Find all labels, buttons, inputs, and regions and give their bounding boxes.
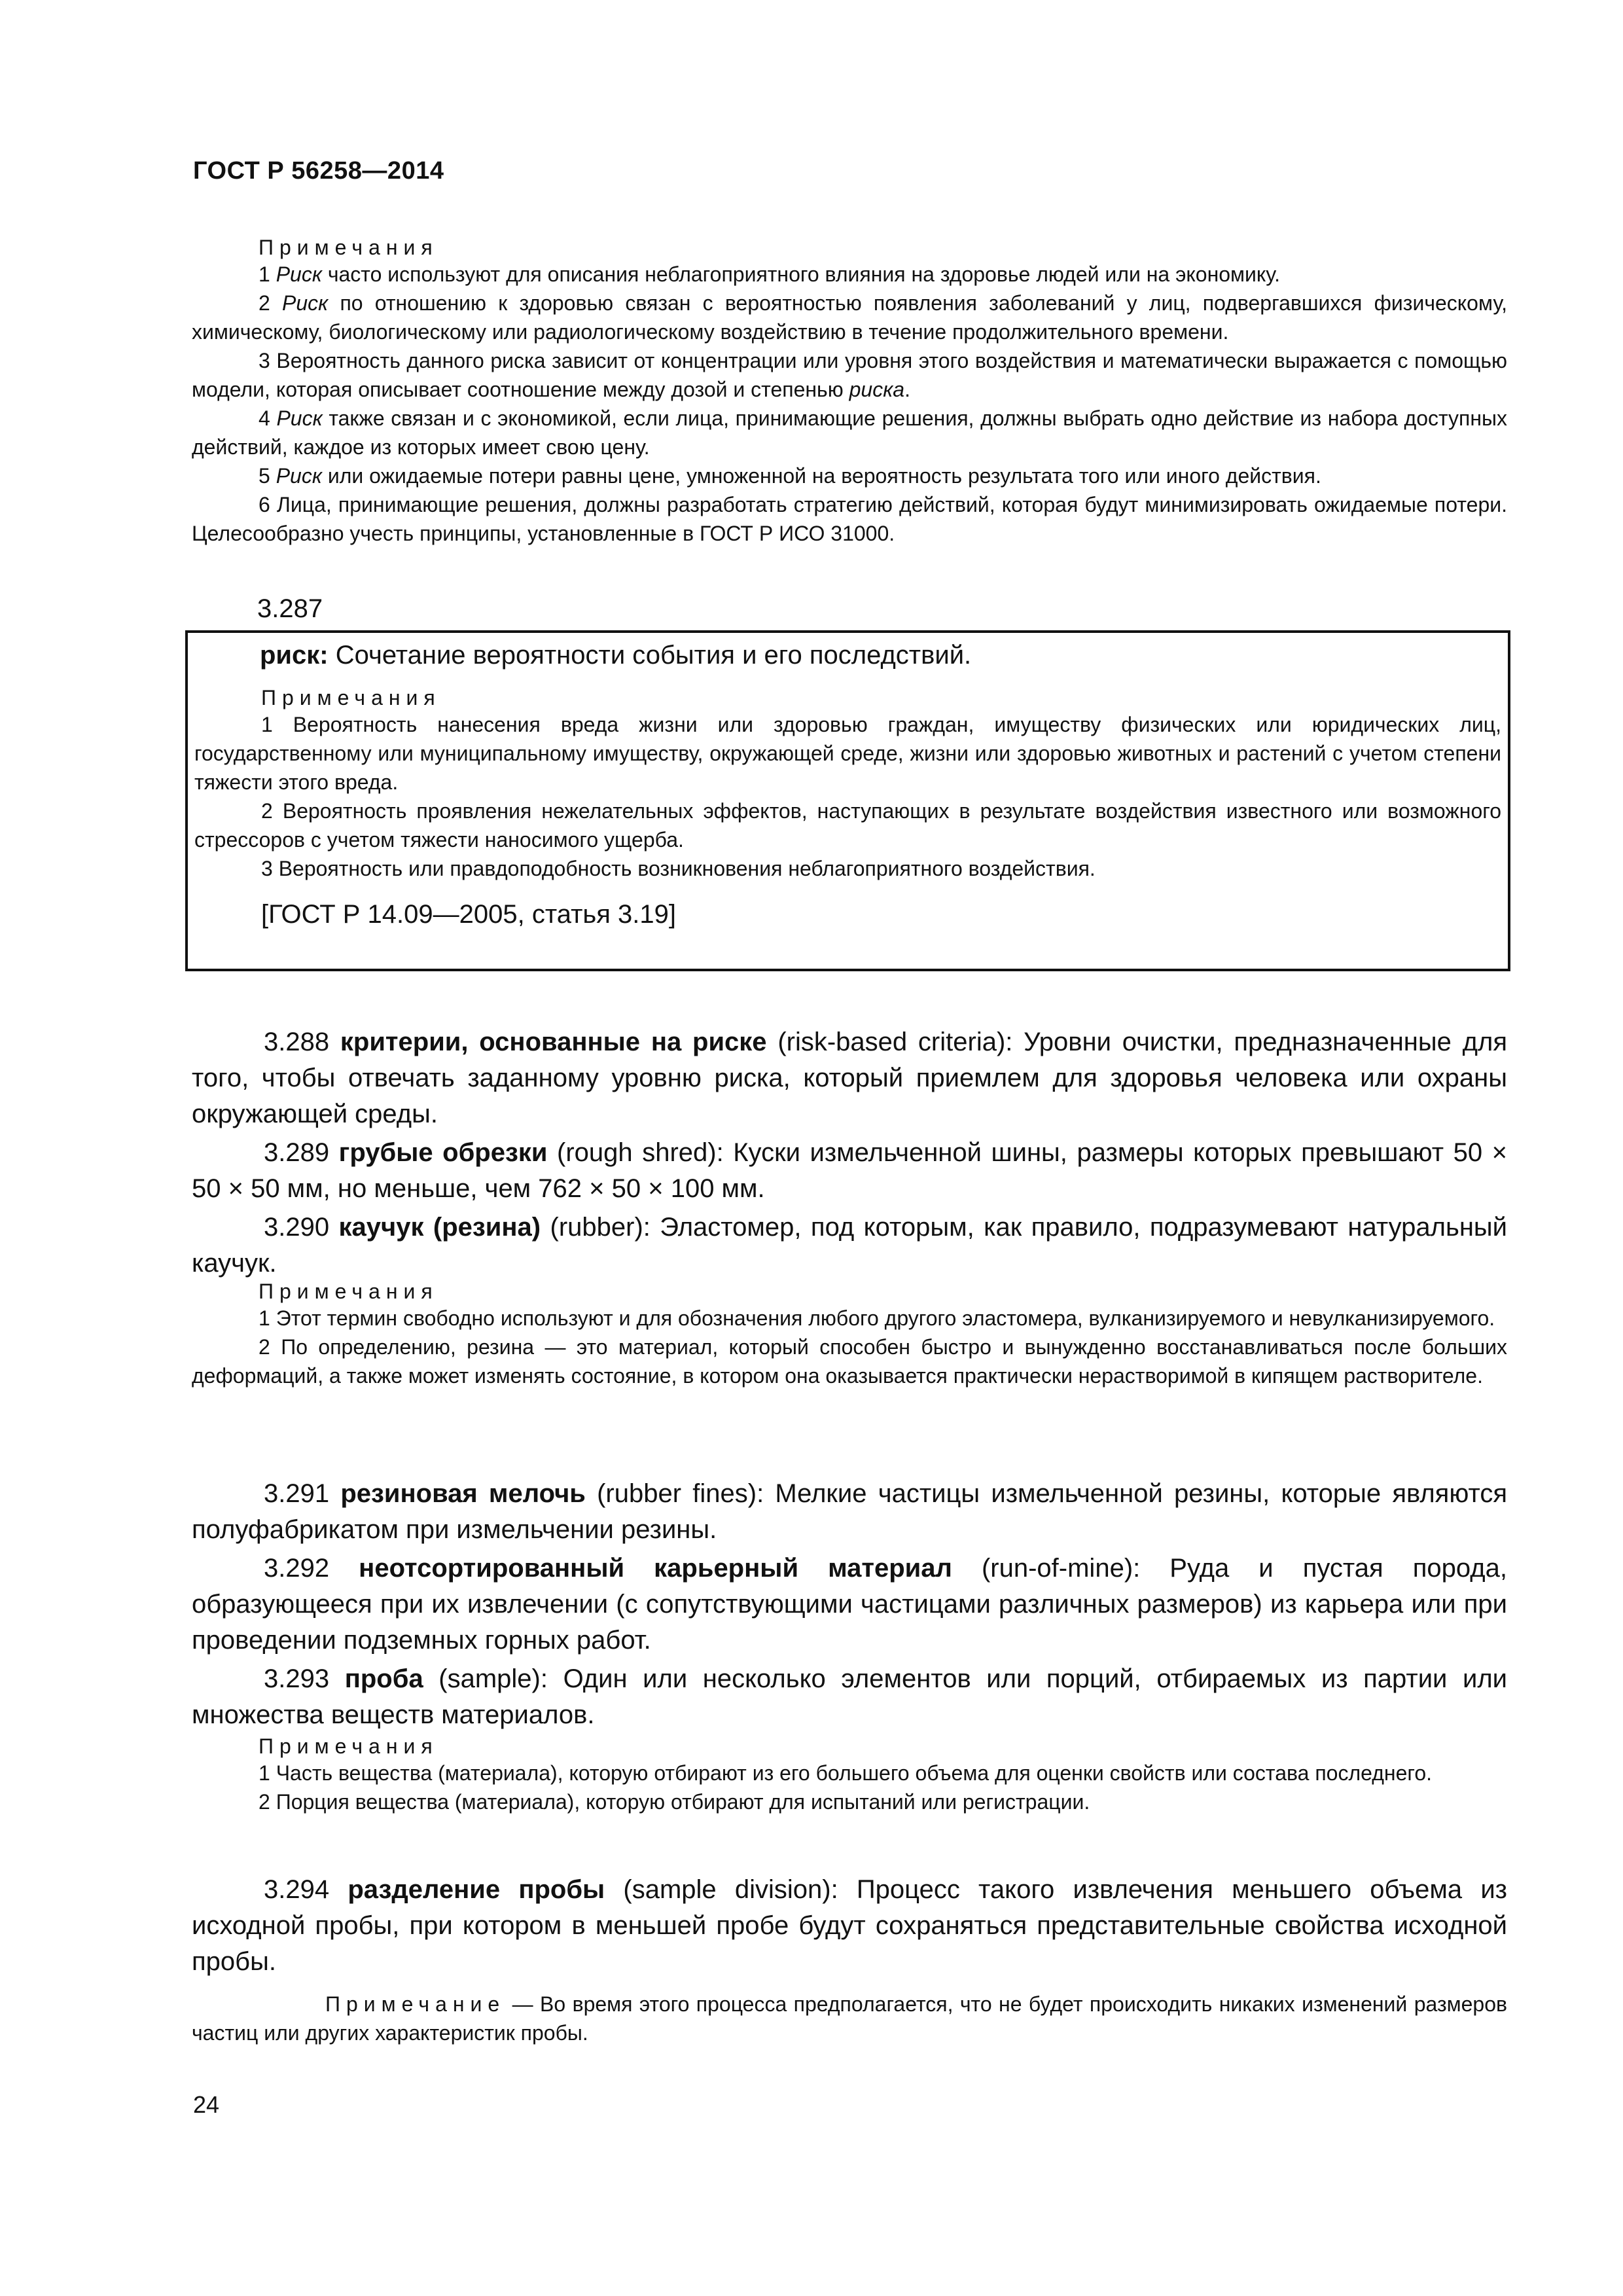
term-entry: 3.293 проба (sample): Один или несколько элементов или порций, отбираемых из партии или множества веществ материалов. <box>192 1664 1508 1729</box>
entries-section-1 <box>192 1024 1507 1282</box>
note-item: 2 Риск по отношению к здоровью связан с вероятностью появления заболеваний у лиц, подвергавшихся физическому, химическому, биологическому или радиологическому воздействию в течение продолжительного времени. <box>192 291 1508 344</box>
notes-heading: Примечания <box>261 686 441 709</box>
note-item: 2 Вероятность проявления нежелательных эффектов, наступающих в результате воздействия известного или возможного стрессоров с учетом тяжести наносимого ущерба. <box>194 799 1501 852</box>
note-item: 1 Вероятность нанесения вреда жизни или здоровью граждан, имуществу физических или юридических лиц, государственному или муниципальному имуществу, окружающей среде, жизни или здоровью животных и растений с учетом степени тяжести этого вреда. <box>194 713 1501 794</box>
notes-section-top <box>192 236 1507 548</box>
term-entry: 3.289 грубые обрезки (rough shred): Куски измельченной шины, размеры которых превышают 50 × 50 × 50 мм, но меньше, чем 762 × 50 × 100 мм. <box>192 1138 1507 1203</box>
notes-heading: Примечания <box>259 1734 438 1758</box>
entries-section-2 <box>192 1476 1507 1733</box>
term-entry: 3.291 резиновая мелочь (rubber fines): Мелкие частицы измельченной резины, которые являются полуфабрикатом при измельчении резины. <box>192 1479 1507 1544</box>
notes-section-290 <box>192 1280 1507 1390</box>
document-header: ГОСТ Р 56258—2014 <box>193 157 444 185</box>
notes-heading: Примечания <box>259 1280 438 1303</box>
term-entry: 3.292 неотсортированный карьерный материал (run-of-mine): Руда и пустая порода, образующееся при их извлечении (с сопутствующими частицами различных размеров) из карьера или при проведении подземных горных работ. <box>192 1554 1507 1655</box>
notes-heading: Примечания <box>259 236 438 259</box>
note-item: 1 Риск часто используют для описания неблагоприятного влияния на здоровье людей или на экономику. <box>259 262 1280 286</box>
entry-number: 3.287 <box>257 594 323 623</box>
note-item: 5 Риск или ожидаемые потери равны цене, умноженной на вероятность результата того или иного действия. <box>259 464 1321 488</box>
note-item: 3 Вероятность или правдоподобность возникновения неблагоприятного воздействия. <box>261 857 1096 880</box>
term-entry: 3.294 разделение пробы (sample division): Процесс такого извлечения меньшего объема из исходной пробы, при котором в меньшей пробе будут сохраняться представительные свойства исходной пробы. <box>192 1875 1507 1976</box>
note-item: 6 Лица, принимающие решения, должны разработать стратегию действий, которая будут минимизировать ожидаемые потери. Целесообразно учесть принципы, установленные в ГОСТ Р ИСО 31000. <box>192 493 1508 545</box>
note-item: 2 По определению, резина — это материал, который способен быстро и вынужденно восстанавливаться после больших деформаций, а также может изменять состояние, в котором она оказывается практически нерастворимой в кипящем растворителе. <box>192 1335 1507 1388</box>
term-entry: 3.288 критерии, основанные на риске (risk-based criteria): Уровни очистки, предназначенные для того, чтобы отвечать заданному уровню риска, который приемлем для здоровья человека или охраны окружающей среды. <box>192 1028 1508 1128</box>
note-item: Примечание — Во время этого процесса предполагается, что не будет происходить никаких изменений размеров частиц или других характеристик пробы. <box>192 1992 1507 2045</box>
page-number: 24 <box>193 2091 220 2118</box>
entries-section-3 <box>192 1872 1507 1980</box>
framed-definition-box <box>185 630 1510 971</box>
note-section-294 <box>192 1990 1507 2047</box>
term-entry: 3.290 каучук (резина) (rubber): Эластомер, под которым, как правило, подразумевают натуральный каучук. <box>192 1213 1508 1278</box>
note-item: 2 Порция вещества (материала), которую отбирают для испытаний или регистрации. <box>259 1790 1090 1814</box>
definition-line: риск: Сочетание вероятности события и его последствий. <box>260 641 972 670</box>
note-item: 1 Этот термин свободно используют и для обозначения любого другого эластомера, вулканизируемого и невулканизируемого. <box>259 1306 1495 1330</box>
notes-section-293 <box>192 1734 1507 1816</box>
note-item: 4 Риск также связан и с экономикой, если лица, принимающие решения, должны выбрать одно действие из набора доступных действий, каждое из которых имеет свою цену. <box>192 406 1508 459</box>
note-item: 1 Часть вещества (материала), которую отбирают из его большего объема для оценки свойств или состава последнего. <box>259 1761 1433 1785</box>
source-reference: [ГОСТ Р 14.09—2005, статья 3.19] <box>261 900 676 929</box>
note-item: 3 Вероятность данного риска зависит от концентрации или уровня этого воздействия и математически выражается с помощью модели, которая описывает соотношение между дозой и степенью риска. <box>192 349 1508 401</box>
